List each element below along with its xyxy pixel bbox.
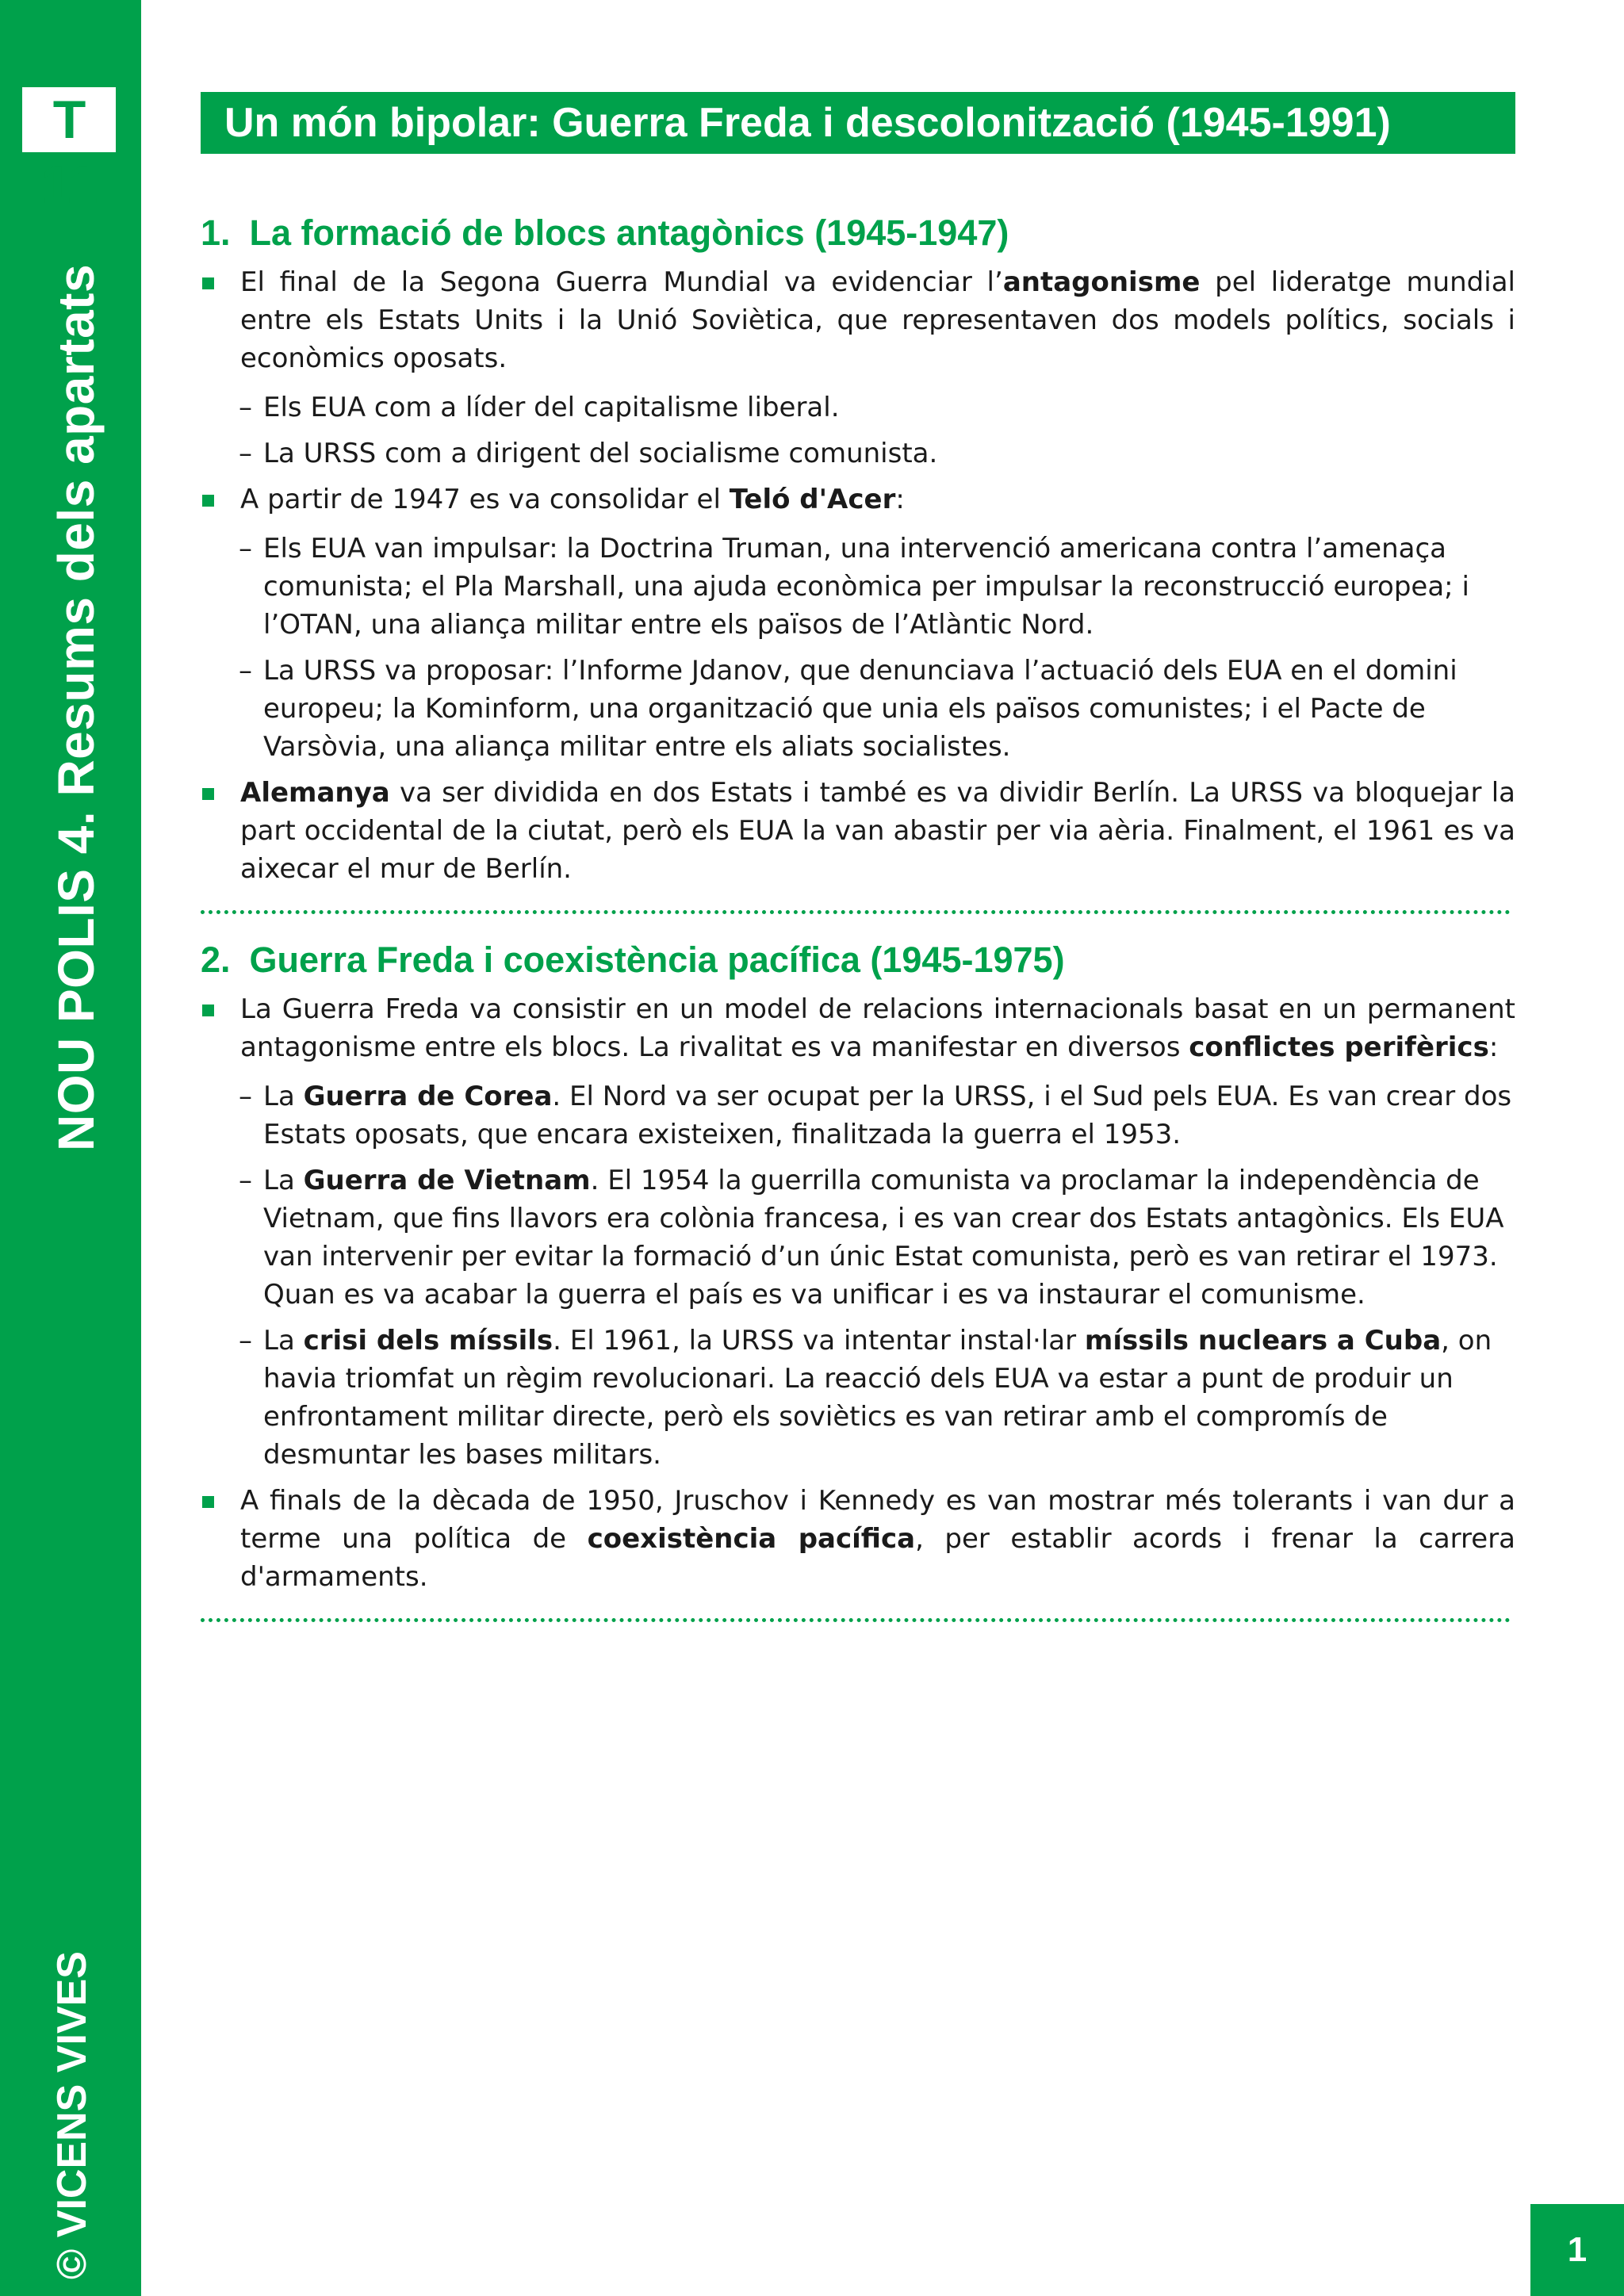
series-title: NOU POLIS 4. Resums dels apartats [48,263,105,1151]
text-run: La [263,1081,304,1112]
bold-term: Teló d'Acer [729,484,896,515]
dotted-divider [201,910,1511,914]
bold-term: Guerra de Corea [303,1081,553,1112]
section-number: 2. [201,939,231,980]
section-number: 1. [201,212,231,253]
bold-term: conflictes perifèrics [1189,1031,1489,1063]
text-run: , per establir acords i frenar la carrera d'armaments. [240,1523,1516,1593]
section-heading-2 [201,932,1515,989]
dash-mark: – [239,655,252,687]
topic-badge: T 11 [22,87,116,152]
bullet-item [201,774,1515,888]
text-run: La [263,1165,304,1196]
bold-term: Guerra de Vietnam [303,1165,591,1196]
text-run: La Guerra Freda va consistir en un model de relacions internacionals basat en un permanent antagonisme entre els blocs. La rivalitat es va manifestar en diversos [240,993,1515,1063]
section-heading-1 [201,205,1515,262]
text-run: La URSS com a dirigent del socialisme comunista. [263,438,938,469]
text-run: . El 1954 la guerrilla comunista va proclamar la independència de Vietnam, que fins llavors era colònia francesa, i es van crear dos Estats antagònics. Els EUA van intervenir per evitar la formació d’un únic Estat comunista, però es van retirar el 1973. Quan es va acabar la guerra el país es va unificar i es va instaurar el comunisme. [263,1165,1504,1311]
page-title: Un món bipolar: Guerra Freda i descolonització (1945-1991) [201,92,1515,154]
text-run: Els EUA van impulsar: la Doctrina Truman, una intervenció americana contra l’amenaça comunista; el Pla Marshall, una ajuda econòmica per impulsar la reconstrucció europea; i l’OTAN, una aliança militar entre els països de l’Atlàntic Nord. [263,533,1469,641]
bullet-item [201,990,1515,1066]
text-run: va ser dividida en dos Estats i també es va dividir Berlín. La URSS va bloquejar la part occidental de la ciutat, però els EUA la van abastir per via aèria. Finalment, el 1961 es va aixecar el mur de Berlín. [240,777,1515,885]
bold-term: crisi dels míssils [303,1325,553,1357]
dash-item [201,1161,1515,1314]
text-run: . El 1961, la URSS va intentar instal·lar [553,1325,1085,1357]
text-run: , on havia triomfat un règim revolucionari. La reacció dels EUA va estar a punt de produir un enfrontament militar directe, però els soviètics es van retirar amb el compromís de desmuntar les bases militars. [263,1325,1492,1471]
copyright-notice: © VICENS VIVES [49,1951,95,2279]
section-title: Guerra Freda i coexistència pacífica (1945-1975) [249,939,1065,980]
dash-item [201,530,1515,644]
text-run: Els EUA com a líder del capitalisme liberal. [263,392,840,423]
text-run: La [263,1325,304,1357]
dash-mark: – [239,1165,252,1196]
bullet-item [201,480,1515,519]
bullet-item [201,1482,1515,1596]
dash-item [201,434,1515,473]
bold-term: Alemanya [240,777,390,809]
text-run: La URSS va proposar: l’Informe Jdanov, que denunciava l’actuació dels EUA en el domini europeu; la Kominform, una organització que unia els països comunistes; i el Pacte de Varsòvia, una aliança militar entre els aliats socialistes. [263,655,1457,763]
dash-mark: – [239,1081,252,1112]
bold-term: míssils nuclears a Cuba [1084,1325,1442,1357]
bold-term: coexistència pacífica [587,1523,916,1555]
text-run: El final de la Segona Guerra Mundial va evidenciar l’ [240,266,1003,298]
dash-item [201,388,1515,427]
section-title: La formació de blocs antagònics (1945-1947) [249,212,1009,253]
text-run: pel lideratge mundial entre els Estats Units i la Unió Soviètica, que representaven dos models polítics, socials i econòmics oposats. [240,266,1515,374]
dash-mark: – [239,438,252,469]
dash-item [201,1077,1515,1154]
dash-mark: – [239,533,252,564]
text-run: A finals de la dècada de 1950, Jruschov i Kennedy es van mostrar més tolerants i van dur a terme una política de [240,1485,1515,1555]
page-number: 1 [1530,2204,1624,2296]
dash-item [201,652,1515,766]
bold-term: antagonisme [1002,266,1201,298]
dash-item [201,1322,1515,1474]
dotted-divider [201,1618,1511,1622]
text-run: : [1488,1031,1499,1063]
text-run: A partir de 1947 es va consolidar el [240,484,730,515]
sidebar [0,0,141,2296]
bullet-item [201,263,1515,377]
text-run: . El Nord va ser ocupat per la URSS, i el Sud pels EUA. Es van crear dos Estats oposats, que encara existeixen, finalitzada la guerra el 1953. [263,1081,1512,1150]
dash-mark: – [239,1325,252,1357]
dash-mark: – [239,392,252,423]
main-content [201,205,1515,1640]
text-run: : [895,484,905,515]
